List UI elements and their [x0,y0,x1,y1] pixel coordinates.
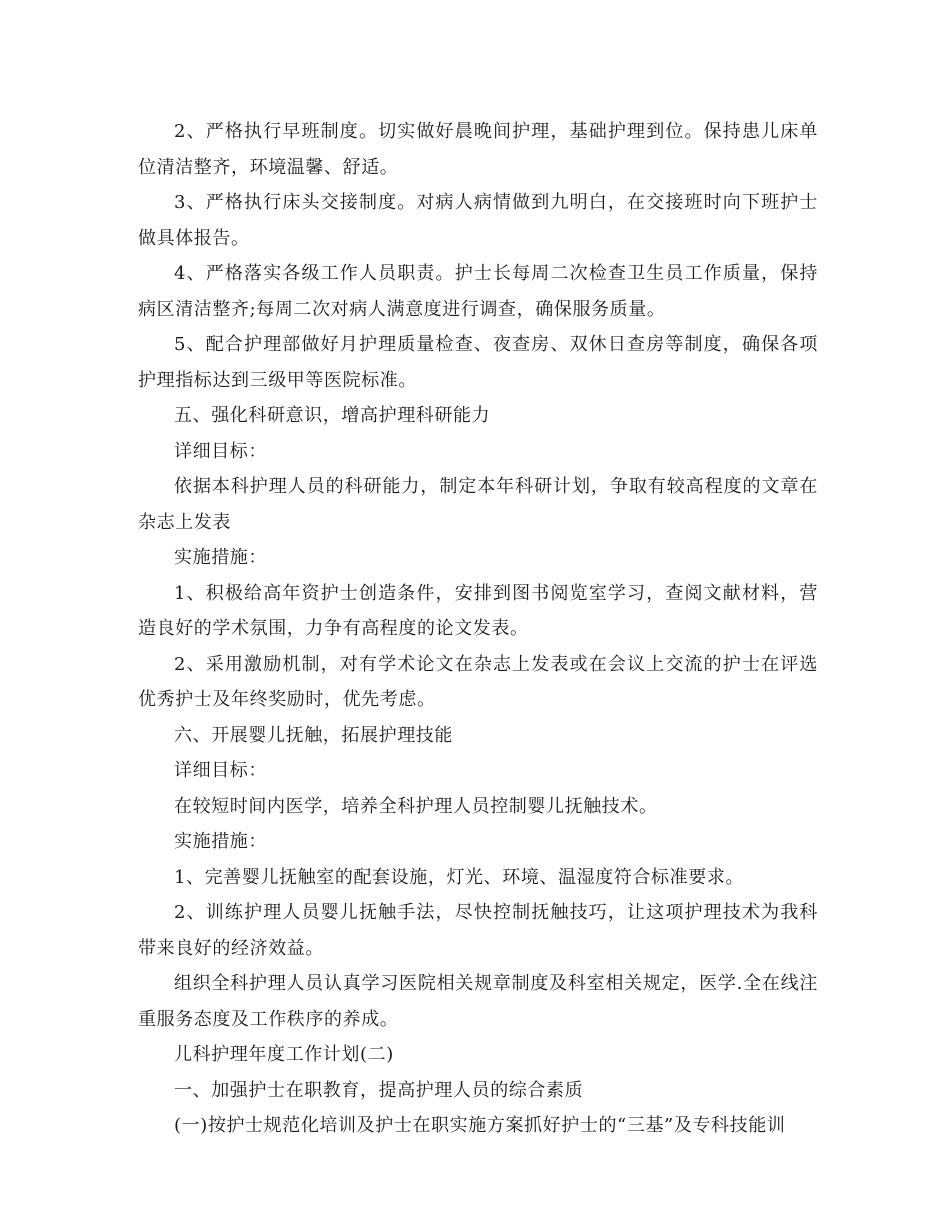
paragraph: 2、采用激励机制，对有学术论文在杂志上发表或在会议上交流的护士在评选优秀护士及年终奖励时，优先考虑。 [138,653,818,710]
paragraph: (一)按护士规范化培训及护士在职实施方案抓好护士的“三基”及专科技能训 [174,1115,786,1136]
subheading: 实施措施： [174,831,267,852]
document-body [138,114,818,1144]
paragraph: 依据本科护理人员的科研能力，制定本年科研计划，争取有较高程度的文章在杂志上发表 [138,476,818,533]
subheading: 实施措施： [174,547,267,568]
paragraph: 组织全科护理人员认真学习医院相关规章制度及科室相关规定，医学.全在线注重服务态度及工作秩序的养成。 [138,973,818,1030]
paragraph: 3、严格执行床头交接制度。对病人病情做到九明白，在交接班时向下班护士做具体报告。 [138,192,818,249]
paragraph: 1、积极给高年资护士创造条件，安排到图书阅览室学习，查阅文献材料，营造良好的学术氛围，力争有高程度的论文发表。 [138,582,818,639]
paragraph: 2、训练护理人员婴儿抚触手法，尽快控制抚触技巧，让这项护理技术为我科带来良好的经济效益。 [138,902,818,959]
section-heading: 五、强化科研意识，增高护理科研能力 [174,405,491,426]
section-heading: 一、加强护士在职教育，提高护理人员的综合素质 [174,1079,584,1101]
subheading: 详细目标： [174,760,267,781]
paragraph: 1、完善婴儿抚触室的配套设施，灯光、环境、温湿度符合标准要求。 [174,866,745,888]
paragraph: 2、严格执行早班制度。切实做好晨晚间护理，基础护理到位。保持患儿床单位清洁整齐，环境温馨、舒适。 [138,121,818,178]
subheading: 详细目标： [174,440,267,462]
paragraph: 4、严格落实各级工作人员职责。护士长每周二次检查卫生员工作质量，保持病区清洁整齐;每周二次对病人满意度进行调查，确保服务质量。 [138,263,818,320]
section-heading: 六、开展婴儿抚触，拓展护理技能 [174,724,453,746]
paragraph: 在较短时间内医学，培养全科护理人员控制婴儿抚触技术。 [174,795,658,817]
document-title: 儿科护理年度工作计划(二) [174,1044,394,1065]
paragraph: 5、配合护理部做好月护理质量检查、夜查房、双休日查房等制度，确保各项护理指标达到三级甲等医院标准。 [138,334,818,391]
